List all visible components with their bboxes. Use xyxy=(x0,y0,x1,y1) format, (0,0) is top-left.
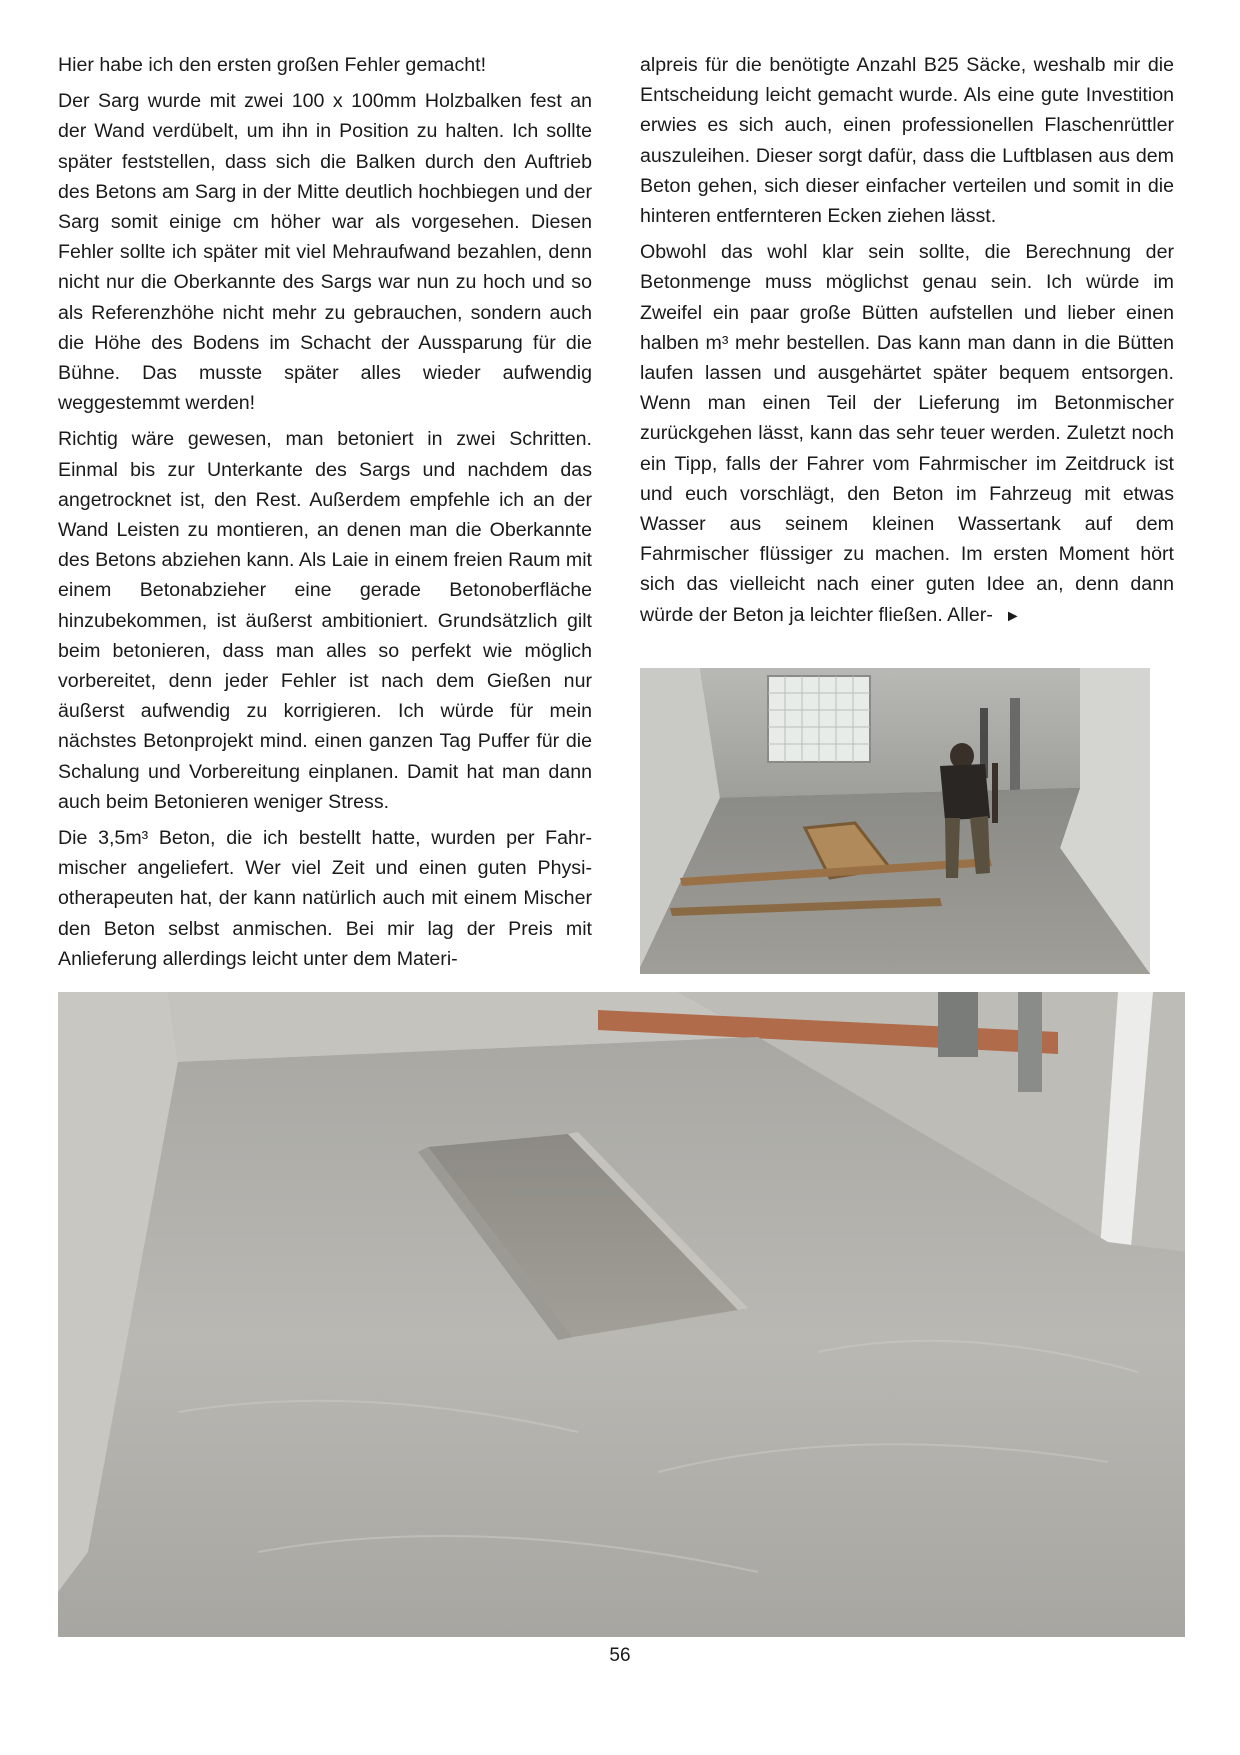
right-text-column xyxy=(640,50,1174,638)
left-text-column xyxy=(58,50,592,980)
paragraph: Die 3,5m³ Beton, die ich bestellt hatte, wurden per Fahrmischer angeliefert. Wer viel Zeit und einen guten Physiotherapeuten hat, der kann natürlich auch mit einem Mischer den Beton selbst anmischen. Bei mir lag der Preis mit Anlieferung allerdings leicht unter dem Materi- xyxy=(58,827,592,970)
paragraph: Der Sarg wurde mit zwei 100 x 100mm Holzbalken fest an der Wand verdübelt, um ihn in Position zu halten. Ich sollte später feststellen, dass sich die Balken durch den Auftrieb des Betons am Sarg in der Mitte deutlich hochbiegen und der Sarg somit einige cm höher war als vorgesehen. Diesen Fehler sollte ich später mit viel Mehraufwand bezahlen, denn nicht nur die Oberkannte des Sargs war nun zu hoch und so als Referenzhöhe nicht mehr zu gebrauchen, sondern auch die Höhe des Bodens im Schacht der Aussparung für die Bühne. Das musste später alles wieder aufwendig weggestemmt werden! xyxy=(58,90,592,415)
finished-concrete-floor-photo xyxy=(58,992,1185,1637)
page-number: 56 xyxy=(609,1645,631,1666)
paragraph xyxy=(640,237,1174,632)
paragraph: alpreis für die benötigte Anzahl B25 Säcke, weshalb mir die Entscheidung leicht gemacht wurde. Als eine gute Investition erwies es sich auch, einen professionellen Flaschenrüttler auszuleihen. Dieser sorgt dafür, dass die Luftblasen aus dem Beton gehen, sich dieser einfacher verteilen und somit in die hinteren entfernteren Ecken ziehen lässt. xyxy=(640,54,1174,228)
paragraph-text: Obwohl das wohl klar sein sollte, die Berechnung der Betonmenge muss möglichst genau sein. Ich würde im Zweifel ein paar große Bütten aufstellen und lieber einen halben m³ mehr bestellen. Das kann man dann in die Bütten laufen lassen und ausgehärtet später bequem entsorgen. Wenn man einen Teil der Lieferung im Betonmischer zurückgehen lässt, kann das sehr teuer werden. Zuletzt noch ein Tipp, falls der Fahrer vom Fahrmischer im Zeitdruck ist und euch vorschlägt, den Beton im Fahrzeug mit etwas Wasser aus seinem kleinen Wassertank auf dem Fahrmischer flüssiger zu machen. Im ersten Moment hört sich das vielleicht nach einer guten Idee an, denn dann würde der Beton ja leichter fließen. Aller- xyxy=(640,241,1174,626)
paragraph: Hier habe ich den ersten großen Fehler gemacht! xyxy=(58,54,487,76)
concrete-pouring-photo xyxy=(640,668,1150,974)
paragraph: Richtig wäre gewesen, man betoniert in zwei Schritten. Einmal bis zur Unterkante des Sargs und nachdem das angetrocknet ist, den Rest. Außerdem empfehle ich an der Wand Leisten zu montieren, an denen man die Oberkannte des Betons abziehen kann. Als Laie in einem freien Raum mit einem Betonabzieher eine gerade Betonoberfläche hinzubekommen, ist äußerst ambitioniert. Grundsätzlich gilt beim betonieren, dass man alles so perfekt wie möglich vorbereitet, denn jeder Fehler ist nach dem Gießen nur äußerst aufwendig zu korrigieren. Ich würde für mein nächstes Betonprojekt mind. einen ganzen Tag Puffer für die Schalung und Vorbereitung einplanen. Damit hat man dann auch beim Betonieren weniger Stress. xyxy=(58,428,592,813)
continue-arrow-icon: ► xyxy=(1004,607,1021,625)
